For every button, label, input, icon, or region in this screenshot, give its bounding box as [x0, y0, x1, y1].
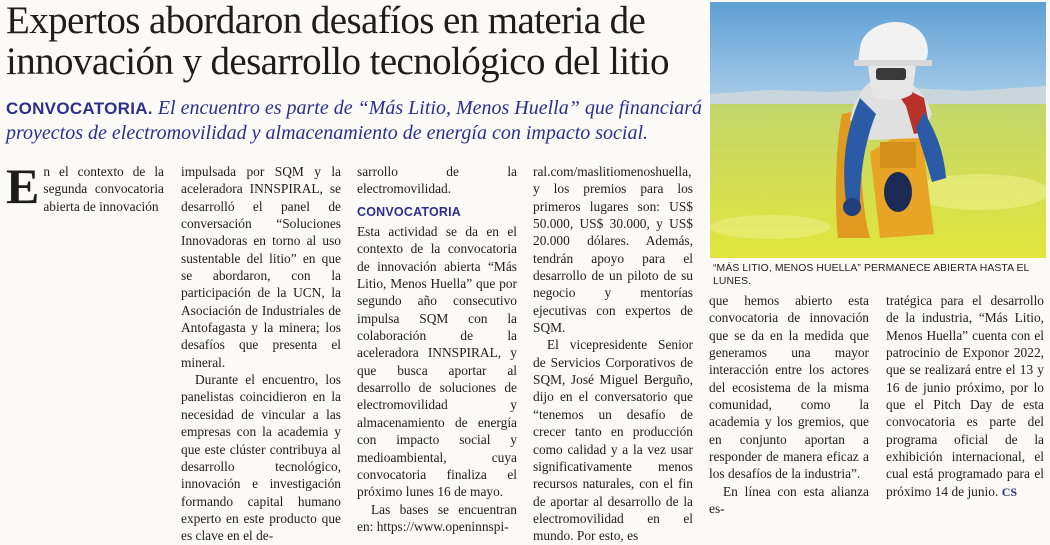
body-column-3 — [357, 163, 517, 535]
lead-paragraph — [6, 96, 706, 146]
end-mark: CS — [1001, 484, 1018, 499]
body-column-2 — [181, 163, 341, 545]
paragraph-2-end: sarrollo de la electromovilidad. — [357, 164, 517, 197]
paragraph-4-end: ral.com/maslitiomenoshuella, y los premios para los primeros lugares son: US$ 50.000, US$ 30.000, y US$ 20.000 dólares. Además, tendrán apoyo para el desarrollo de un piloto de su negocio y mentorías ejecutivas con expertos de SQM. — [533, 164, 693, 336]
paragraph-1-start: n el contexto de la segunda convocatoria abierta de innovación — [43, 164, 164, 214]
body-column-6 — [886, 292, 1044, 501]
body-column-1 — [6, 158, 164, 215]
paragraph-6-start: En línea con esta alianza es- — [709, 483, 869, 517]
body-column-5 — [709, 292, 869, 517]
headline: Expertos abordaron desafíos en materia de innovación y desarrollo tecnológico del litio — [6, 0, 669, 83]
photo-caption: “MÁS LITIO, MENOS HUELLA” PERMANECE ABIERTA HASTA EL LUNES. — [713, 263, 1030, 287]
paragraph-3: Esta actividad se da en el contexto de la convocatoria de innovación abierta “Más Litio, Menos Huella” que por segundo año consecutivo impulsa SQM con la colaboración de la aceleradora INNSPIRAL, y que busca aportar al desarrollo de soluciones de electromovilidad y almacenamiento de energía con impacto social y medioambiental, cuya convocatoria finaliza el próximo lunes 16 de mayo. — [357, 224, 517, 500]
paragraph-1-end: impulsada por SQM y la aceleradora INNSPIRAL, se desarrolló el panel de conversación “Soluciones Innovadoras en torno al uso sustentable del litio” en que se abordaron, con la participación de la UCN, la Asociación de Industriales de Antofagasta y la minera; los desafíos que presenta el mineral. — [181, 164, 341, 370]
paragraph-2: Durante el encuentro, los panelistas coincidieron en la necesidad de vincular a las empresas con la academia y que este clúster contribuya al desarrollo tecnológico, innovación e investigación formando capital humano experto en este producto que es clave en el de- — [181, 372, 341, 544]
paragraph-4-start: Las bases se encuentran en: https://www.openinnspi- — [357, 501, 517, 534]
paragraph-6-end-text: tratégica para el desarrollo de la industria, “Más Litio, Menos Huella” cuenta con el patrocinio de Exponor 2022, que se realizará entre el 13 y 16 de junio próximo, por lo que el Pitch Day de esta convocatoria es parte del programa oficial de la exhibición internacional, el cual está programado para el próximo 14 de junio. — [886, 293, 1044, 499]
paragraph-6-end — [886, 292, 1044, 501]
subhead-convocatoria: CONVOCATORIA — [357, 204, 462, 219]
body-column-4 — [533, 163, 693, 545]
worker-photo-illustration — [710, 2, 1046, 258]
lead-text: El encuentro es parte de “Más Litio, Menos Huella” que financiará proyectos de electromovilidad y almacenamiento de energía con impacto social. — [6, 97, 703, 144]
paragraph-5-end: que hemos abierto esta convocatoria de innovación que se da en la medida que generamos una mayor interacción entre los actores del ecosistema de la misma comunidad, como la academia y los gremios, que en conjunto aportan a responder de manera eficaz a los desafíos de la industria”. — [709, 293, 869, 482]
drop-cap: E — [6, 158, 40, 214]
worker-photo — [710, 2, 1046, 258]
paragraph-5-start: El vicepresidente Senior de Servicios Corporativos de SQM, José Miguel Berguño, dijo en el conversatorio que “tenemos un desafío de crecer tanto en producción como calidad y a la vez usar significativamente menos recursos naturales, con el fin de aportar al desarrollo de la electromovilidad en el mundo. Por esto, es — [533, 337, 693, 544]
lead-kicker: CONVOCATORIA. — [6, 99, 153, 118]
